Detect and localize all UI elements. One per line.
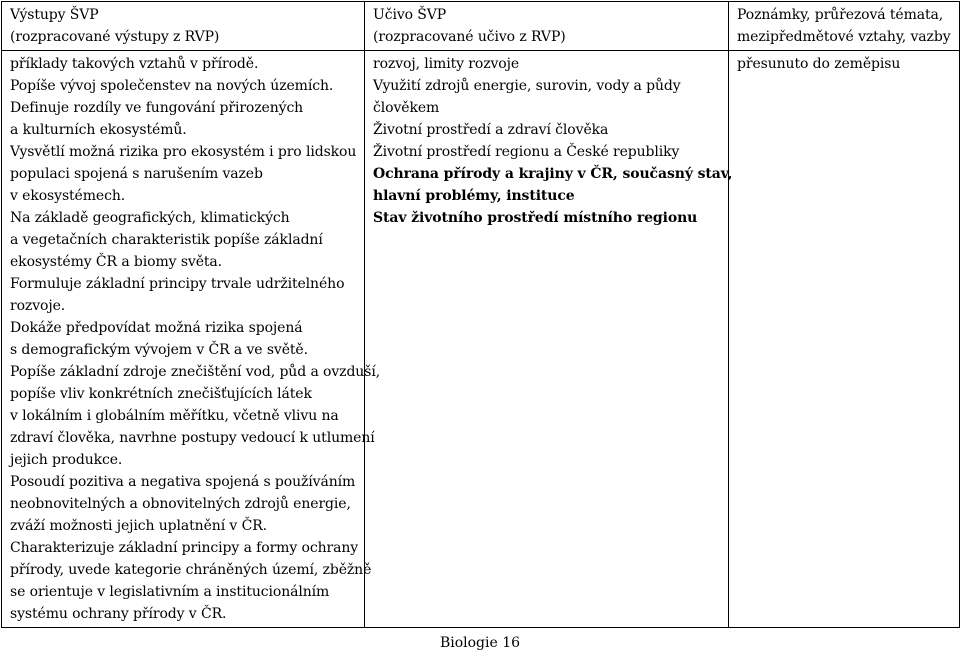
outcome-line: Dokáže předpovídat možná rizika spojená xyxy=(10,320,303,336)
outcome-line: se orientuje v legislativním a institucionálním xyxy=(10,584,330,600)
content-line: Využití zdrojů energie, surovin, vody a půdy xyxy=(373,78,681,94)
outcome-line: ekosystémy ČR a biomy světa. xyxy=(10,254,223,270)
content-cell xyxy=(365,51,733,628)
outcome-line: zváží možnosti jejich uplatnění v ČR. xyxy=(10,518,267,534)
content-line: rozvoj, limity rozvoje xyxy=(373,56,520,72)
header-notes xyxy=(729,2,960,51)
outcome-line: v ekosystémech. xyxy=(10,188,126,204)
outcome-line: a vegetačních charakteristik popíše základní xyxy=(10,232,323,248)
outcome-line: popíše vliv konkrétních znečišťujících látek xyxy=(10,386,312,402)
outcome-line: rozvoje. xyxy=(10,298,66,314)
curriculum-table xyxy=(1,1,960,628)
outcome-line: zdraví člověka, navrhne postupy vedoucí k utlumení xyxy=(10,430,375,446)
outcome-line: Na základě geografických, klimatických xyxy=(10,210,290,226)
header-content-subtitle: (rozpracované učivo z RVP) xyxy=(373,29,566,45)
header-notes-title: Poznámky, průřezová témata, xyxy=(737,7,944,23)
content-line: Životní prostředí regionu a České republiky xyxy=(373,144,680,160)
content-line: člověkem xyxy=(373,100,440,116)
header-content xyxy=(365,2,729,51)
outcome-line: jejich produkce. xyxy=(10,452,123,468)
outcome-line: Popíše základní zdroje znečištění vod, půd a ovzduší, xyxy=(10,364,381,380)
outcome-line: příklady takových vztahů v přírodě. xyxy=(10,56,259,72)
outcome-line: přírody, uvede kategorie chráněných území, zběžně xyxy=(10,562,372,578)
outcomes-cell xyxy=(2,51,381,628)
header-outcomes-title: Výstupy ŠVP xyxy=(10,7,99,23)
content-line: Stav životního prostředí místního regionu xyxy=(373,210,698,226)
outcome-line: v lokálním i globálním měřítku, včetně vlivu na xyxy=(10,408,339,424)
outcome-line: Charakterizuje základní principy a formy ochrany xyxy=(10,540,359,556)
header-outcomes xyxy=(2,2,365,51)
header-outcomes-subtitle: (rozpracované výstupy z RVP) xyxy=(10,29,220,45)
outcome-line: Definuje rozdíly ve fungování přirozených xyxy=(10,100,304,116)
note-line: přesunuto do zeměpisu xyxy=(737,56,901,72)
outcome-line: Popíše vývoj společenstev na nových územích. xyxy=(10,78,334,94)
outcome-line: populaci spojená s narušením vazeb xyxy=(10,166,263,182)
header-content-title: Učivo ŠVP xyxy=(373,7,447,23)
body-row xyxy=(2,51,960,628)
outcome-line: s demografickým vývojem v ČR a ve světě. xyxy=(10,342,308,358)
content-line: Životní prostředí a zdraví člověka xyxy=(373,122,609,138)
outcome-line: a kulturních ekosystémů. xyxy=(10,122,187,138)
outcome-line: Vysvětlí možná rizika pro ekosystém i pro lidskou xyxy=(10,144,357,160)
notes-cell xyxy=(729,51,960,628)
outcome-line: Posoudí pozitiva a negativa spojená s používáním xyxy=(10,474,356,490)
content-line: Ochrana přírody a krajiny v ČR, současný stav, xyxy=(373,166,733,182)
header-row xyxy=(2,2,960,51)
outcome-line: neobnovitelných a obnovitelných zdrojů energie, xyxy=(10,496,351,512)
outcome-line: systému ochrany přírody v ČR. xyxy=(10,606,227,622)
page-footer: Biologie 16 xyxy=(439,635,521,651)
content-line: hlavní problémy, instituce xyxy=(373,188,575,204)
header-notes-subtitle: mezipředmětové vztahy, vazby xyxy=(737,29,951,45)
outcome-line: Formuluje základní principy trvale udržitelného xyxy=(10,276,345,292)
